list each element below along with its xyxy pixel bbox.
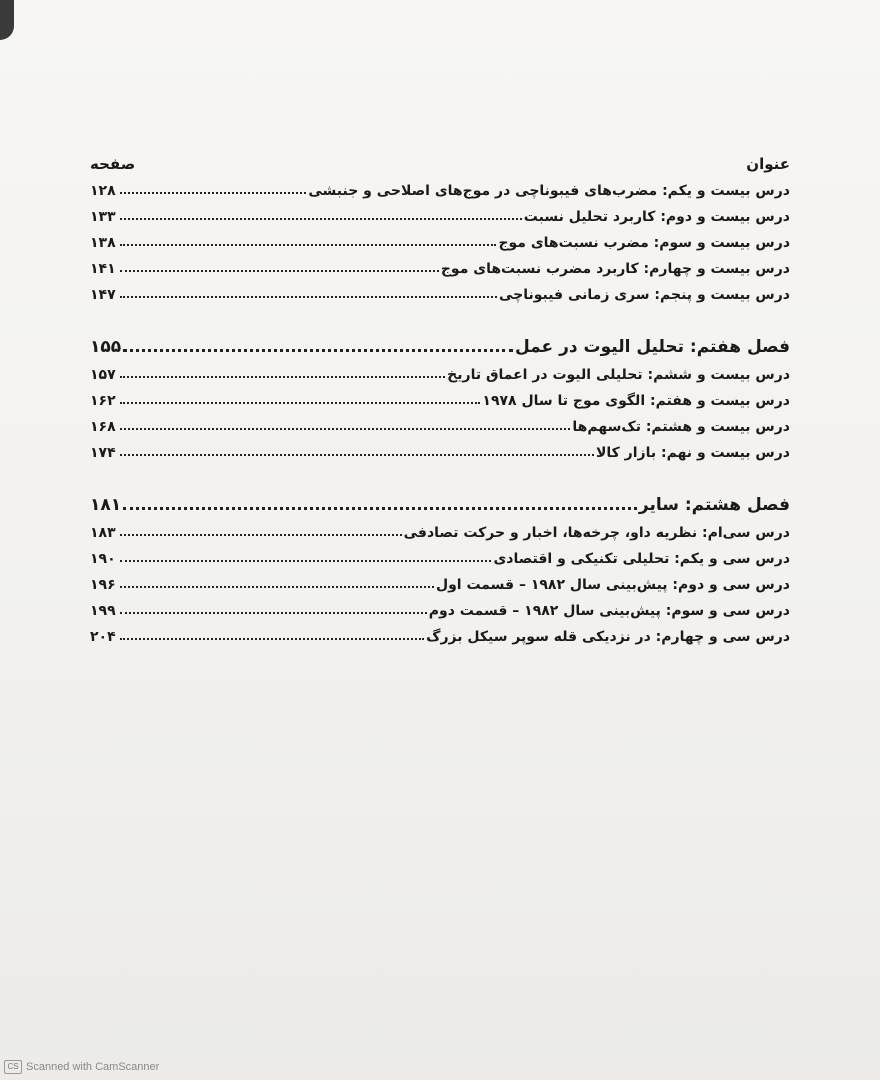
lesson-entry-title: درس سی و دوم: پیش‌بینی سال ۱۹۸۲ – قسمت اول xyxy=(435,577,790,593)
dot-leader xyxy=(120,192,306,194)
dot-leader xyxy=(120,218,522,220)
lesson-entry xyxy=(90,435,790,461)
lesson-entry xyxy=(90,515,790,541)
lesson-entry-page-number: ۱۳۳ xyxy=(90,209,116,225)
lesson-entry xyxy=(90,277,790,303)
dot-leader xyxy=(120,612,427,614)
dot-leader xyxy=(120,638,424,640)
camscanner-icon: CS xyxy=(4,1060,22,1074)
lesson-entry-page-number: ۱۵۷ xyxy=(90,367,116,383)
chapter-entry-title: فصل هفتم: تحلیل الیوت در عمل xyxy=(514,337,790,357)
dot-leader xyxy=(120,560,491,562)
lesson-entry-page-number: ۲۰۴ xyxy=(90,629,116,645)
lesson-entry-title: درس بیست و یکم: مضرب‌های فیبوناچی در موج‌های اصلاحی و جنبشی xyxy=(308,183,790,199)
lesson-entry-page-number: ۱۶۲ xyxy=(90,393,116,409)
lesson-entry-title: درس بیست و سوم: مضرب نسبت‌های موج xyxy=(498,235,790,251)
dot-leader xyxy=(120,244,496,246)
lesson-entry xyxy=(90,593,790,619)
lesson-entry-title: درس بیست و ششم: تحلیلی الیوت در اعماق تاریخ xyxy=(447,367,790,383)
lesson-entry-page-number: ۱۶۸ xyxy=(90,419,116,435)
lesson-entry xyxy=(90,225,790,251)
dot-leader xyxy=(120,428,570,430)
section-gap xyxy=(90,461,790,485)
toc-page-column-label: صفحه xyxy=(90,155,136,173)
dot-leader xyxy=(120,534,402,536)
toc-header xyxy=(90,145,790,173)
toc-title-column-label: عنوان xyxy=(746,155,790,173)
lesson-entry-title: درس سی و یکم: تحلیلی تکنیکی و اقتصادی xyxy=(493,551,790,567)
chapter-entry xyxy=(90,485,790,515)
lesson-entry-page-number: ۱۳۸ xyxy=(90,235,116,251)
lesson-entry-page-number: ۱۴۱ xyxy=(90,261,116,277)
lesson-entry-title: درس سی و سوم: پیش‌بینی سال ۱۹۸۲ – قسمت دوم xyxy=(428,603,790,619)
lesson-entry xyxy=(90,541,790,567)
scanner-watermark-text: Scanned with CamScanner xyxy=(26,1061,160,1073)
lesson-entry-title: درس بیست و هشتم: تک‌سهم‌ها xyxy=(572,419,790,435)
lesson-entry xyxy=(90,567,790,593)
chapter-entry-page-number: ۱۵۵ xyxy=(90,337,122,357)
lesson-entry xyxy=(90,173,790,199)
dot-leader xyxy=(120,270,439,272)
lesson-entry-page-number: ۱۴۷ xyxy=(90,287,116,303)
scanner-watermark xyxy=(4,1060,159,1074)
lesson-entry-page-number: ۱۹۰ xyxy=(90,551,116,567)
lesson-entry xyxy=(90,357,790,383)
lesson-entry-page-number: ۱۹۹ xyxy=(90,603,116,619)
dot-leader xyxy=(123,349,513,352)
dot-leader xyxy=(120,586,434,588)
lesson-entry-title: درس بیست و دوم: کاربرد تحلیل نسبت xyxy=(523,209,790,225)
chapter-entry xyxy=(90,327,790,357)
lesson-entry-page-number: ۱۷۴ xyxy=(90,445,116,461)
page-corner-shadow xyxy=(0,0,14,40)
lesson-entry-title: درس بیست و هفتم: الگوی موج تا سال ۱۹۷۸ xyxy=(482,393,790,409)
dot-leader xyxy=(120,454,594,456)
table-of-contents xyxy=(90,145,790,645)
lesson-entry xyxy=(90,409,790,435)
lesson-entry xyxy=(90,619,790,645)
lesson-entry xyxy=(90,251,790,277)
lesson-entry-page-number: ۱۹۶ xyxy=(90,577,116,593)
lesson-entry xyxy=(90,199,790,225)
lesson-entry-title: درس سی و چهارم: در نزدیکی قله سوپر سیکل بزرگ xyxy=(426,629,790,645)
lesson-entry-page-number: ۱۲۸ xyxy=(90,183,116,199)
dot-leader xyxy=(123,507,637,510)
lesson-entry-title: درس بیست و نهم: بازار کالا xyxy=(595,445,790,461)
dot-leader xyxy=(120,402,480,404)
chapter-entry-page-number: ۱۸۱ xyxy=(90,495,122,515)
dot-leader xyxy=(120,296,497,298)
lesson-entry-title: درس بیست و پنجم: سری زمانی فیبوناچی xyxy=(498,287,790,303)
dot-leader xyxy=(120,376,445,378)
section-gap xyxy=(90,303,790,327)
lesson-entry xyxy=(90,383,790,409)
toc-entries xyxy=(90,173,790,645)
lesson-entry-page-number: ۱۸۳ xyxy=(90,525,116,541)
chapter-entry-title: فصل هشتم: سایر xyxy=(638,495,790,515)
lesson-entry-title: درس سی‌ام: نظریه داو، چرخه‌ها، اخبار و حرکت تصادفی xyxy=(403,525,790,541)
lesson-entry-title: درس بیست و چهارم: کاربرد مضرب نسبت‌های موج xyxy=(440,261,790,277)
